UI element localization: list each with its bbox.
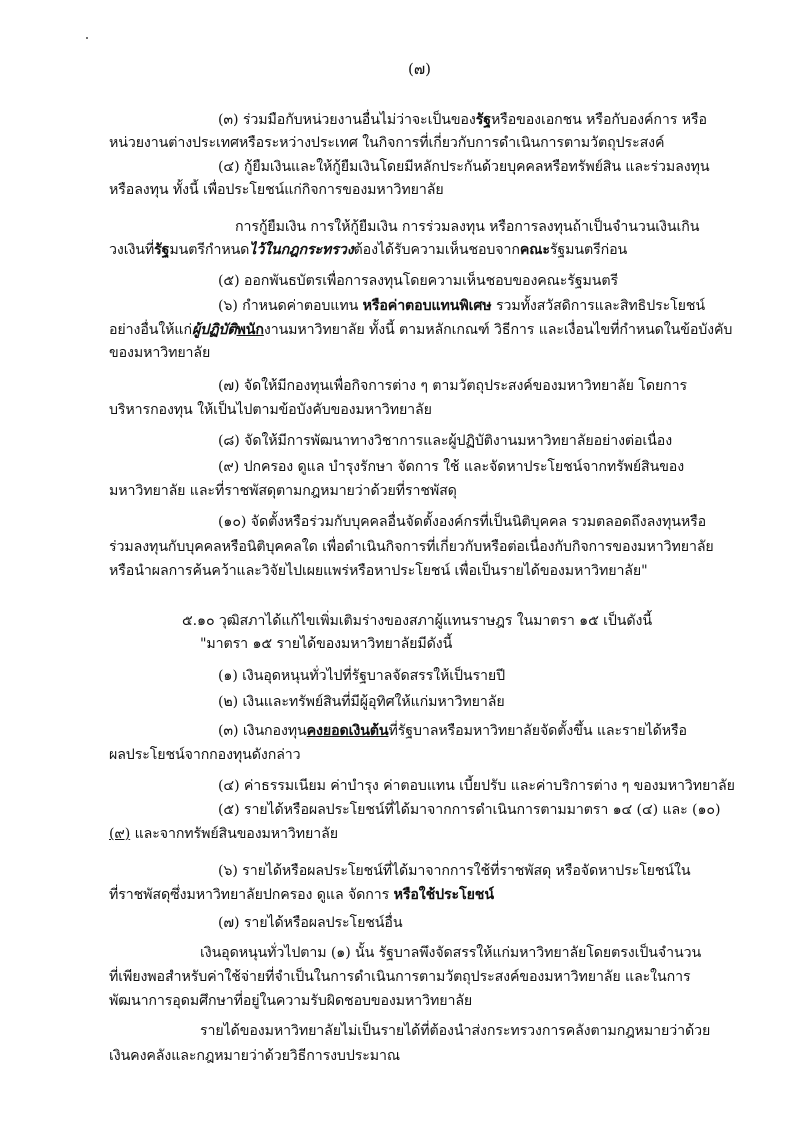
text-line: (๙) และจากทรัพย์สินของมหาวิทยาลัย	[109, 826, 338, 842]
text-line: (๙) ปกครอง ดูแล บำรุงรักษา จัดการ ใช้ และจัดหาประโยชน์จากทรัพย์สินของ	[218, 459, 685, 475]
scan-speck	[86, 37, 88, 39]
section-heading: ๕.๑๐ วุฒิสภาได้แก้ไขเพิ่มเติมร่างของสภาผู้แทนราษฎร ในมาตรา ๑๕ เป็นดังนี้	[182, 613, 652, 629]
text-line: (๕) รายได้หรือผลประโยชน์ที่ได้มาจากการดำเนินการตามมาตรา ๑๔ (๔) และ (๑๐)	[218, 802, 721, 818]
text-line: (๔) กู้ยืมเงินและให้กู้ยืมเงินโดยมีหลักประกันด้วยบุคคลหรือทรัพย์สิน และร่วมลงทุน	[218, 159, 710, 175]
text-line: ที่เพียงพอสำหรับค่าใช้จ่ายที่จำเป็นในการดำเนินการตามวัตถุประสงค์ของมหาวิทยาลัย และในการ	[109, 969, 691, 985]
text-line: บริหารกองทุน ให้เป็นไปตามข้อบังคับของมหาวิทยาลัย	[109, 402, 432, 418]
text-line: มหาวิทยาลัย และที่ราชพัสดุตามกฎหมายว่าด้วยที่ราชพัสดุ	[109, 483, 457, 499]
text-line: หรือลงทุน ทั้งนี้ เพื่อประโยชน์แก่กิจการของมหาวิทยาลัย	[109, 182, 444, 198]
text-line: ที่ราชพัสดุซึ่งมหาวิทยาลัยปกครอง ดูแล จัดการ หรือใช้ประโยชน์	[109, 887, 494, 903]
page-number: (๗)	[408, 60, 431, 78]
text-line: "มาตรา ๑๕ รายได้ของมหาวิทยาลัยมีดังนี้	[200, 636, 453, 652]
text-line: หรือนำผลการค้นคว้าและวิจัยไปเผยแพร่หรือหาประโยชน์ เพื่อเป็นรายได้ของมหาวิทยาลัย"	[109, 563, 648, 579]
text-line: (๖) รายได้หรือผลประโยชน์ที่ได้มาจากการใช้ที่ราชพัสดุ หรือจัดหาประโยชน์ใน	[218, 863, 691, 879]
text-line: (๒) เงินและทรัพย์สินที่มีผู้อุทิศให้แก่มหาวิทยาลัย	[218, 694, 505, 710]
text-line: หน่วยงานต่างประเทศหรือระหว่างประเทศ ในกิจการที่เกี่ยวกับการดำเนินการตามวัตถุประสงค์	[109, 135, 665, 151]
text-line: (๔) ค่าธรรมเนียม ค่าบำรุง ค่าตอบแทน เบี้ยปรับ และค่าบริการต่าง ๆ ของมหาวิทยาลัย	[218, 778, 735, 794]
text-line: ผลประโยชน์จากกองทุนดังกล่าว	[109, 747, 301, 763]
text-line: การกู้ยืมเงิน การให้กู้ยืมเงิน การร่วมลงทุน หรือการลงทุนถ้าเป็นจำนวนเงินเกิน	[235, 219, 700, 235]
text-line: เงินอุดหนุนทั่วไปตาม (๑) นั้น รัฐบาลพึงจัดสรรให้แก่มหาวิทยาลัยโดยตรงเป็นจำนวน	[200, 945, 702, 961]
text-line: (๓) เงินกองทุนคงยอดเงินต้นที่รัฐบาลหรือมหาวิทยาลัยจัดตั้งขึ้น และรายได้หรือ	[218, 723, 687, 739]
text-line: รายได้ของมหาวิทยาลัยไม่เป็นรายได้ที่ต้องนำส่งกระทรวงการคลังตามกฎหมายว่าด้วย	[200, 1023, 711, 1039]
text-line: (๑๐) จัดตั้งหรือร่วมกับบุคคลอื่นจัดตั้งองค์กรที่เป็นนิติบุคคล รวมตลอดถึงลงทุนหรือ	[218, 514, 707, 530]
text-line: (๑) เงินอุดหนุนทั่วไปที่รัฐบาลจัดสรรให้เป็นรายปี	[218, 668, 506, 684]
text-line: วงเงินที่รัฐมนตรีกำหนดไว้ในกฎกระทรวงต้องได้รับความเห็นชอบจากคณะรัฐมนตรีก่อน	[109, 242, 628, 258]
text-line: (๘) จัดให้มีการพัฒนาทางวิชาการและผู้ปฏิบัติงานมหาวิทยาลัยอย่างต่อเนื่อง	[218, 433, 673, 449]
text-line: (๗) รายได้หรือผลประโยชน์อื่น	[218, 915, 403, 931]
text-line: ของมหาวิทยาลัย	[109, 345, 211, 361]
text-line: (๕) ออกพันธบัตรเพื่อการลงทุนโดยความเห็นชอบของคณะรัฐมนตรี	[218, 273, 619, 289]
text-line: พัฒนาการอุดมศึกษาที่อยู่ในความรับผิดชอบของมหาวิทยาลัย	[109, 993, 473, 1009]
text-line: ร่วมลงทุนกับบุคคลหรือนิติบุคคลใด เพื่อดำเนินกิจการที่เกี่ยวกับหรือต่อเนื่องกับกิจการของมหาวิทยาลัย	[109, 539, 714, 555]
text-line: (๓) ร่วมมือกับหน่วยงานอื่นไม่ว่าจะเป็นของรัฐหรือของเอกชน หรือกับองค์การ หรือ	[218, 112, 707, 128]
text-line: (๗) จัดให้มีกองทุนเพื่อกิจการต่าง ๆ ตามวัตถุประสงค์ของมหาวิทยาลัย โดยการ	[218, 378, 688, 394]
text-line: (๖) กำหนดค่าตอบแทน หรือค่าตอบแทนพิเศษ รวมทั้งสวัสดิการและสิทธิประโยชน์	[218, 298, 706, 314]
text-line: เงินคงคลังและกฎหมายว่าด้วยวิธีการงบประมาณ	[109, 1048, 400, 1064]
text-line: อย่างอื่นให้แก่ผู้ปฏิบัติพนักงานมหาวิทยาลัย ทั้งนี้ ตามหลักเกณฑ์ วิธีการ และเงื่อนไขที่กำหนดในข้อบังคับ	[109, 322, 733, 338]
